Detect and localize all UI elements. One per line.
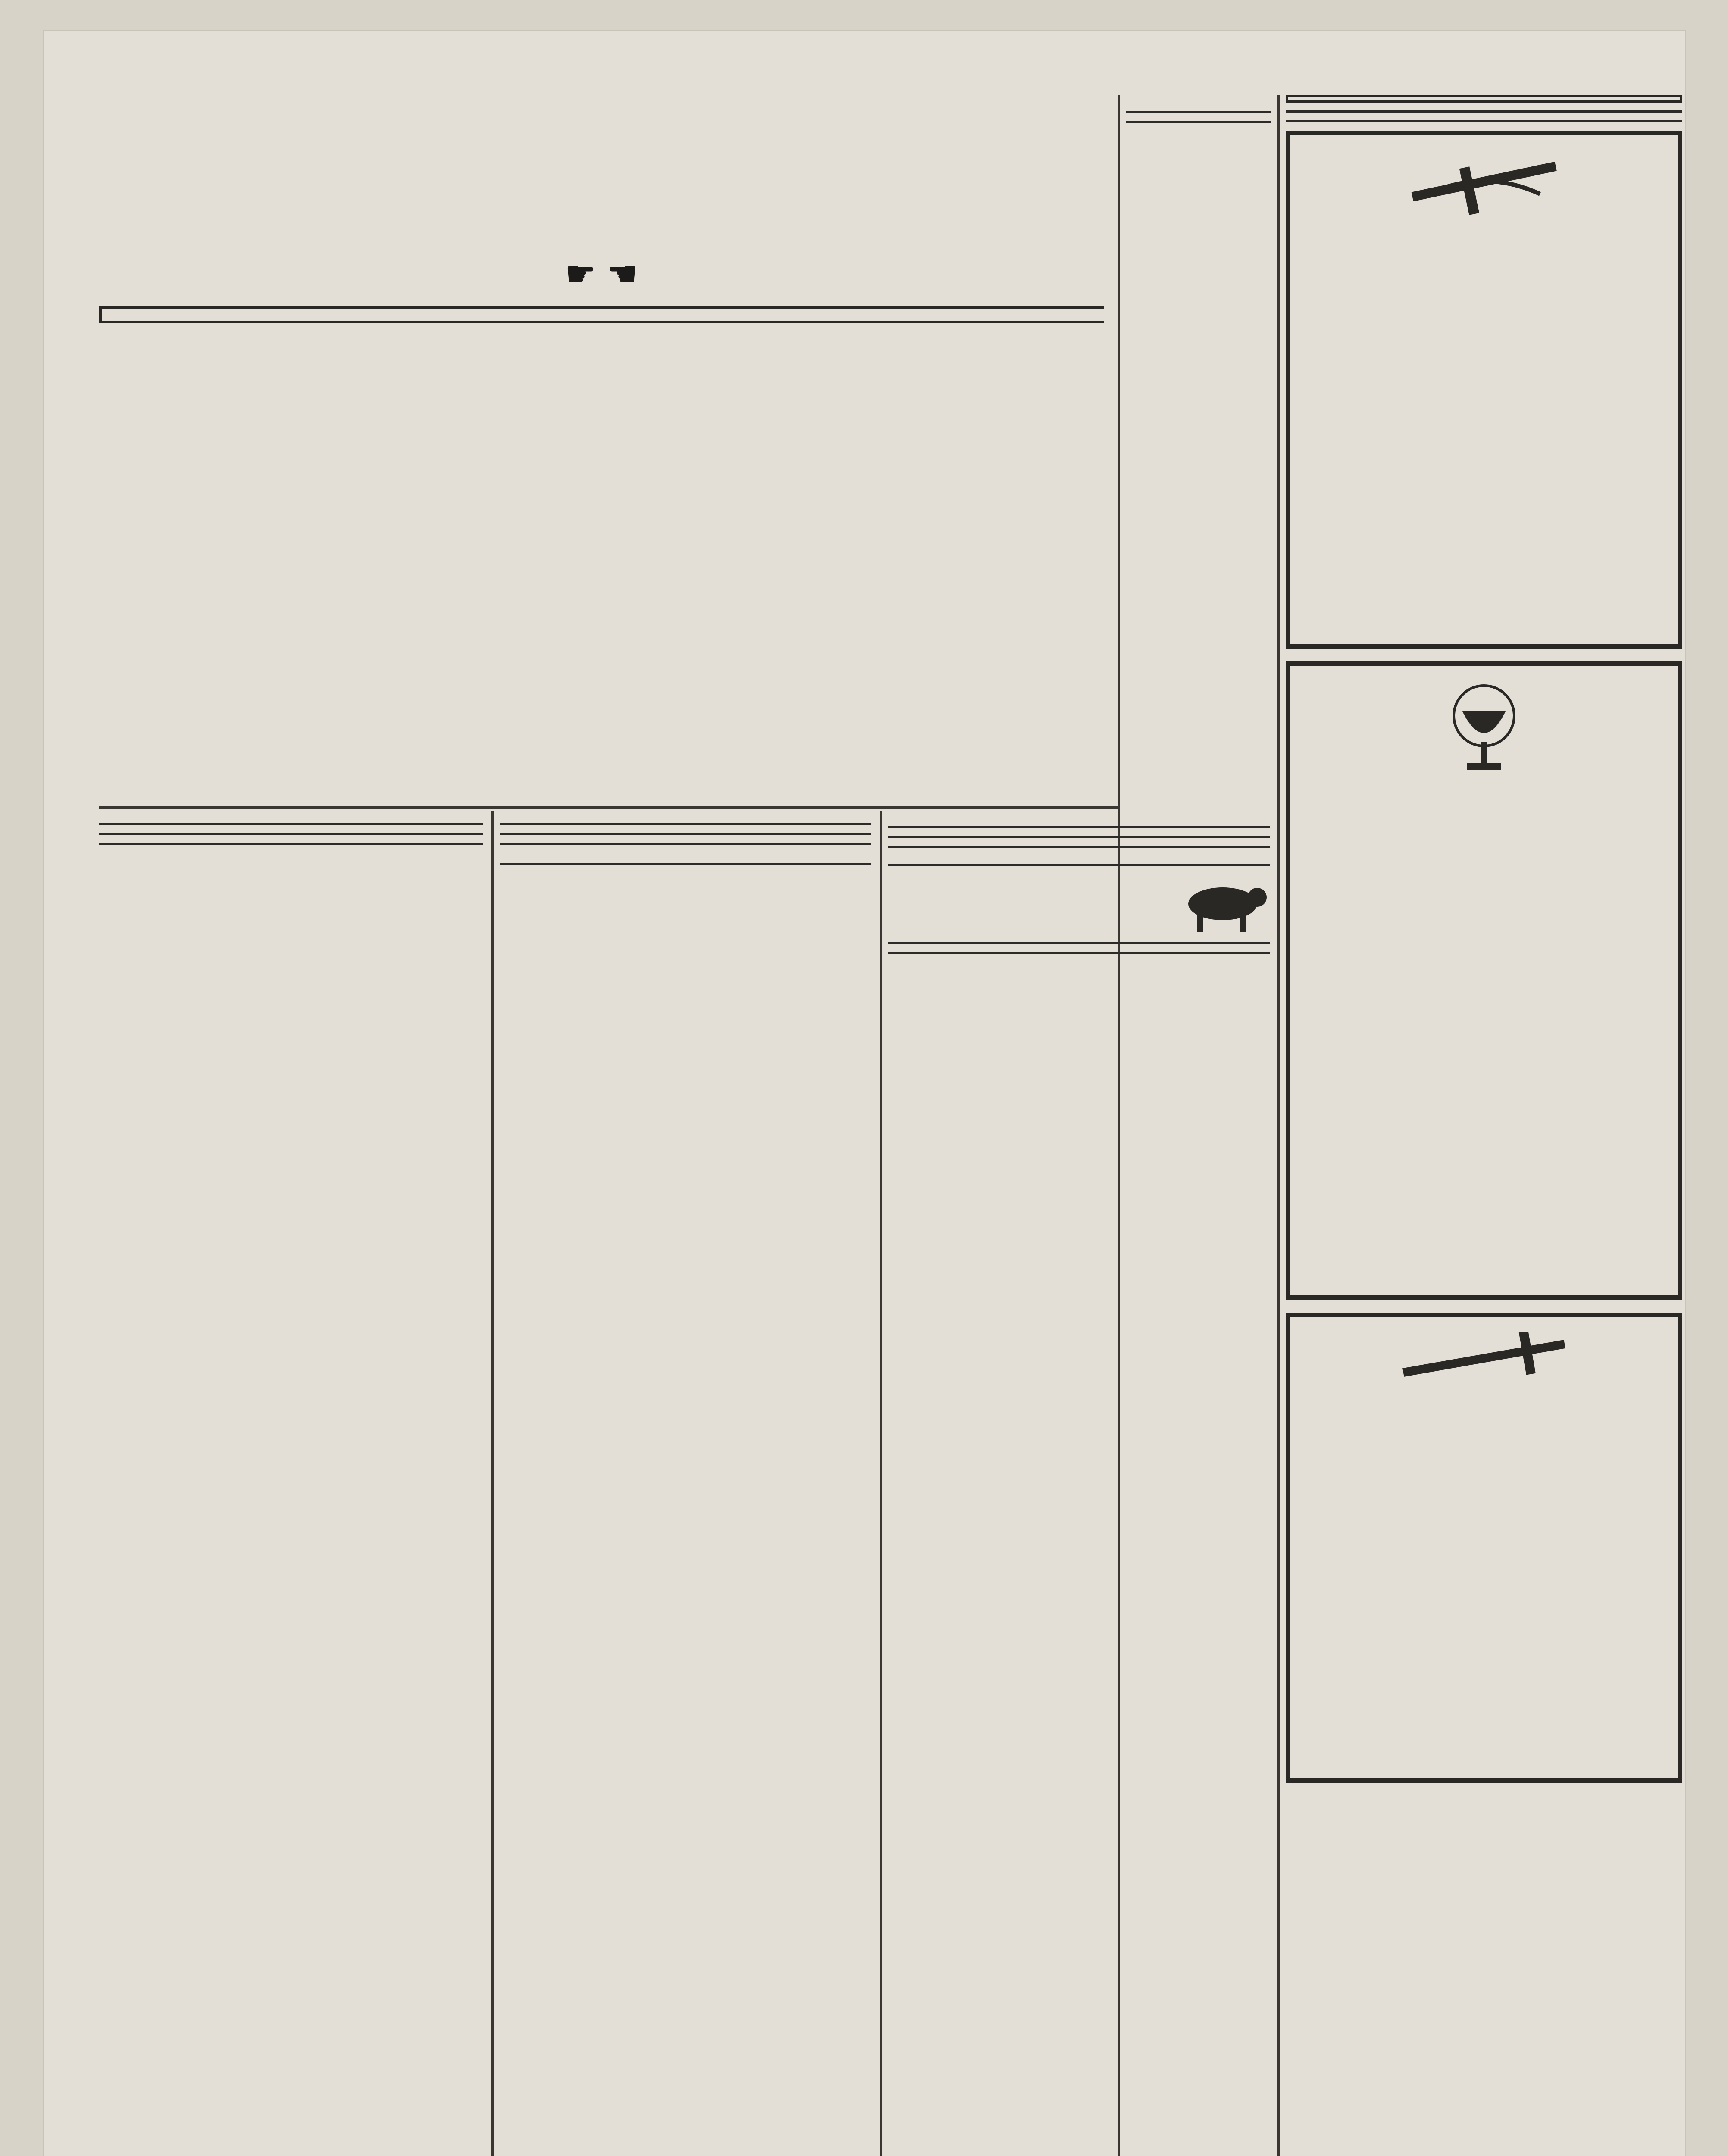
divider — [1286, 120, 1682, 122]
cross-wreath-icon — [1398, 151, 1570, 216]
divider — [888, 826, 1270, 828]
rinder-row — [888, 874, 1270, 934]
column-rule — [491, 811, 494, 2156]
lower-left-column — [99, 815, 483, 2156]
divider — [99, 833, 483, 835]
divider — [99, 823, 483, 825]
divider — [1286, 110, 1682, 113]
divider — [888, 864, 1270, 866]
lower-middle-right-column — [888, 815, 1270, 2156]
fahrplan-section — [99, 95, 1104, 798]
right-column — [1286, 95, 1682, 2156]
divider — [500, 863, 871, 865]
krieger-ad — [1286, 95, 1682, 103]
todesanzeige-mueller — [1286, 661, 1682, 1300]
divider — [1126, 111, 1271, 113]
section-rule — [99, 806, 1118, 809]
fahrplan-date-row — [99, 254, 1104, 294]
column-rule — [1277, 95, 1280, 2156]
cow-icon — [1175, 874, 1270, 934]
divider — [888, 942, 1270, 944]
klaviere-ad — [1126, 103, 1271, 802]
divider — [500, 823, 871, 825]
pointing-hand-left-icon: ☛ — [565, 254, 607, 294]
divider — [99, 843, 483, 845]
todesanzeige-bernard — [1286, 1313, 1682, 1783]
pointing-hand-right-icon: ☚ — [607, 254, 638, 294]
lower-middle-column — [500, 815, 871, 2156]
todesanzeige-macke — [1286, 131, 1682, 649]
krieger-title — [1286, 95, 1682, 103]
divider — [1126, 121, 1271, 123]
divider — [500, 843, 871, 845]
newspaper-page — [43, 30, 1686, 2156]
chalice-icon — [1437, 681, 1531, 780]
divider — [888, 952, 1270, 954]
timetable-frame — [99, 306, 1104, 323]
cross-palm-icon — [1393, 1332, 1575, 1388]
divider — [888, 836, 1270, 838]
column-rule — [880, 811, 882, 2156]
divider — [500, 833, 871, 835]
divider — [888, 846, 1270, 848]
